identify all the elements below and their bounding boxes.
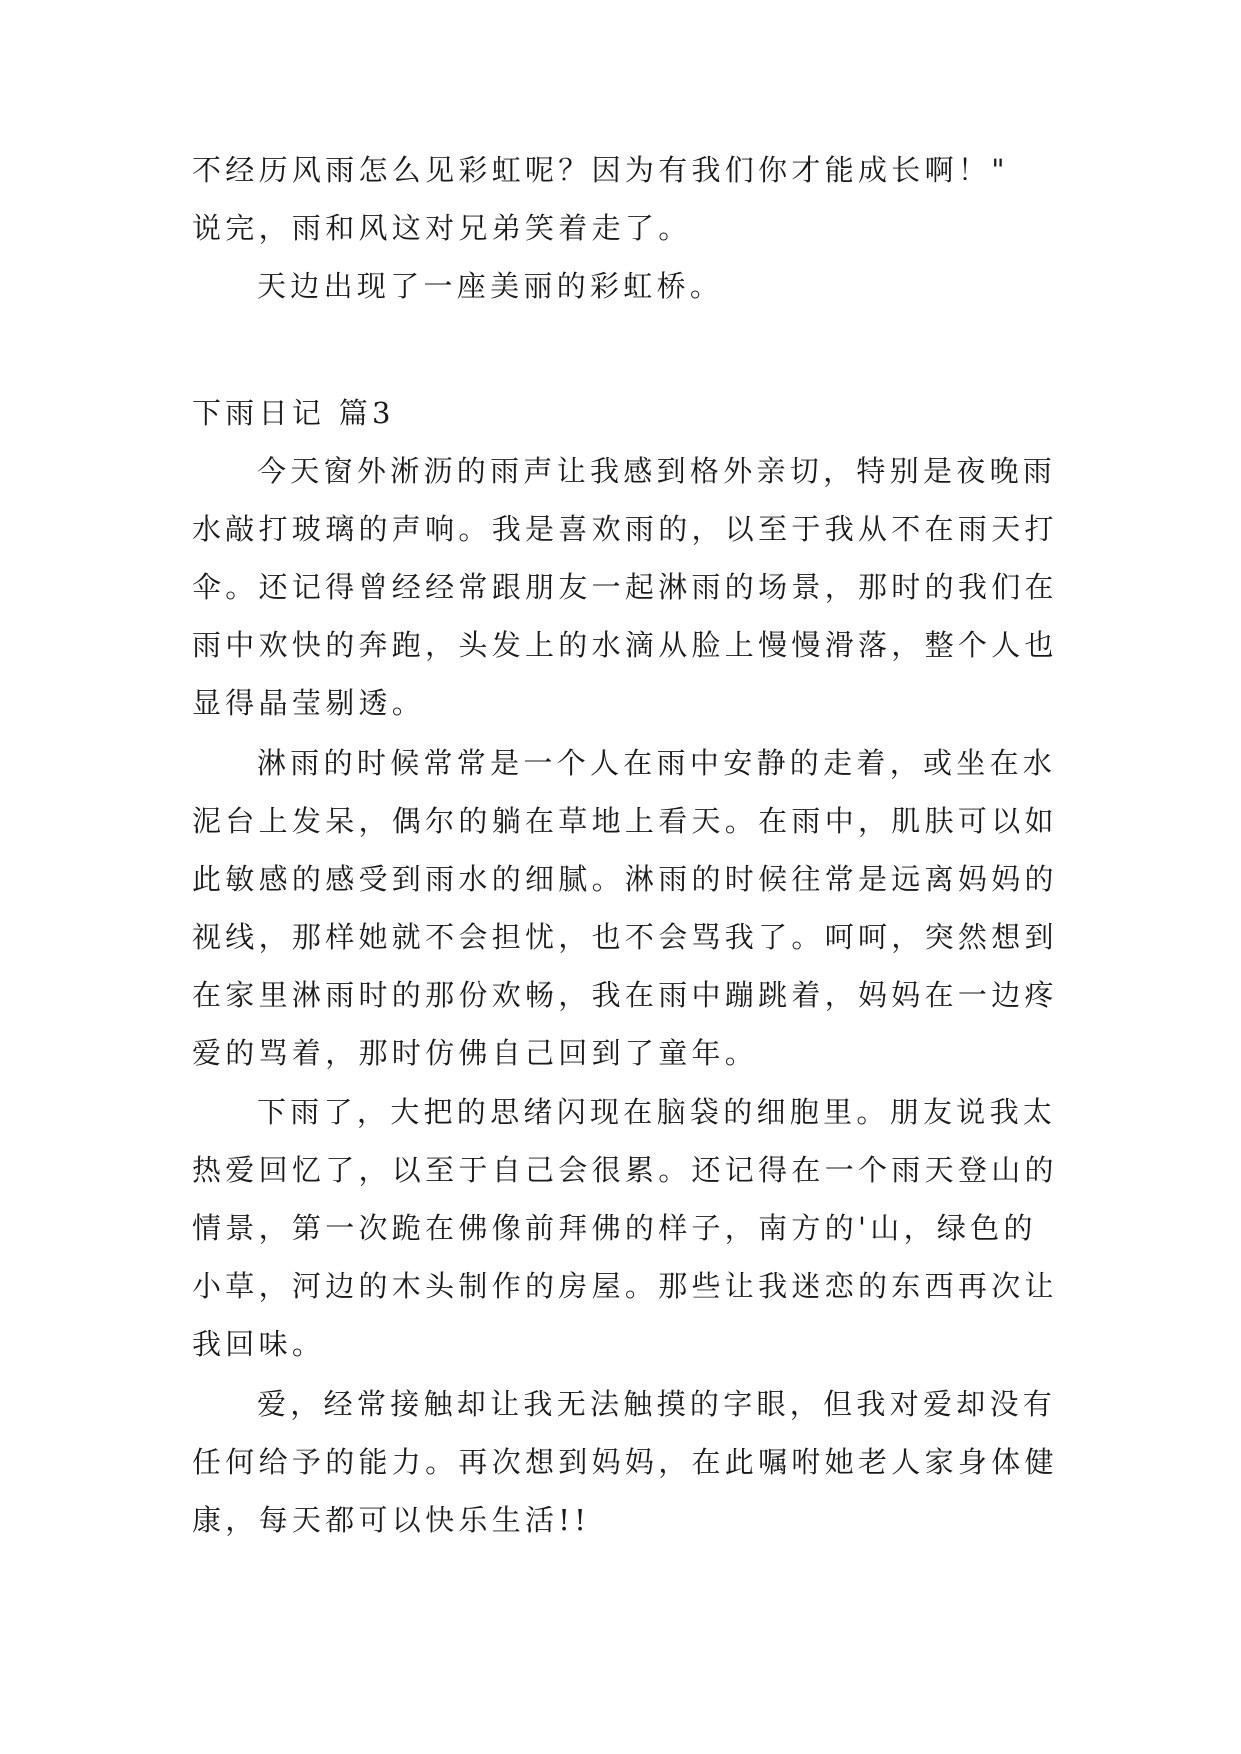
text-line: 爱，经常接触却让我无法触摸的字眼，但我对爱却没有 (257, 1387, 1057, 1421)
text-line: 说完，雨和风这对兄弟笑着走了。 (192, 211, 692, 245)
text-line: 天边出现了一座美丽的彩虹桥。 (257, 269, 724, 303)
text-line: 泥台上发呆，偶尔的躺在草地上看天。在雨中，肌肤可以如 (192, 804, 1058, 838)
text-line: 康，每天都可以快乐生活!! (192, 1503, 591, 1537)
text-line: 小草，河边的木头制作的房屋。那些让我迷恋的东西再次让 (192, 1269, 1058, 1303)
text-line: 水敲打玻璃的声响。我是喜欢雨的，以至于我从不在雨天打 (192, 512, 1058, 546)
text-line: 热爱回忆了，以至于自己会很累。还记得在一个雨天登山的 (192, 1153, 1058, 1187)
section-heading: 下雨日记 篇3 (192, 396, 395, 430)
text-line: 爱的骂着，那时仿佛自己回到了童年。 (192, 1036, 759, 1070)
text-line: 我回味。 (192, 1327, 326, 1361)
text-line: 今天窗外淅沥的雨声让我感到格外亲切，特别是夜晚雨 (257, 454, 1057, 488)
text-line: 情景，第一次跪在佛像前拜佛的样子，南方的'山，绿色的 (192, 1211, 1037, 1245)
text-line: 视线，那样她就不会担忧，也不会骂我了。呵呵，突然想到 (192, 920, 1058, 954)
text-line: 淋雨的时候常常是一个人在雨中安静的走着，或坐在水 (257, 746, 1057, 780)
text-line: 显得晶莹剔透。 (192, 686, 426, 720)
text-line: 此敏感的感受到雨水的细腻。淋雨的时候往常是远离妈妈的 (192, 862, 1058, 896)
text-line: 在家里淋雨时的那份欢畅，我在雨中蹦跳着，妈妈在一边疼 (192, 978, 1058, 1012)
text-line: 不经历风雨怎么见彩虹呢？因为有我们你才能成长啊！" (192, 153, 1009, 187)
text-line: 任何给予的能力。再次想到妈妈，在此嘱咐她老人家身体健 (192, 1445, 1058, 1479)
text-line: 雨中欢快的奔跑，头发上的水滴从脸上慢慢滑落，整个人也 (192, 628, 1058, 662)
text-line: 下雨了，大把的思绪闪现在脑袋的细胞里。朋友说我太 (257, 1095, 1057, 1129)
text-line: 伞。还记得曾经经常跟朋友一起淋雨的场景，那时的我们在 (192, 570, 1058, 604)
